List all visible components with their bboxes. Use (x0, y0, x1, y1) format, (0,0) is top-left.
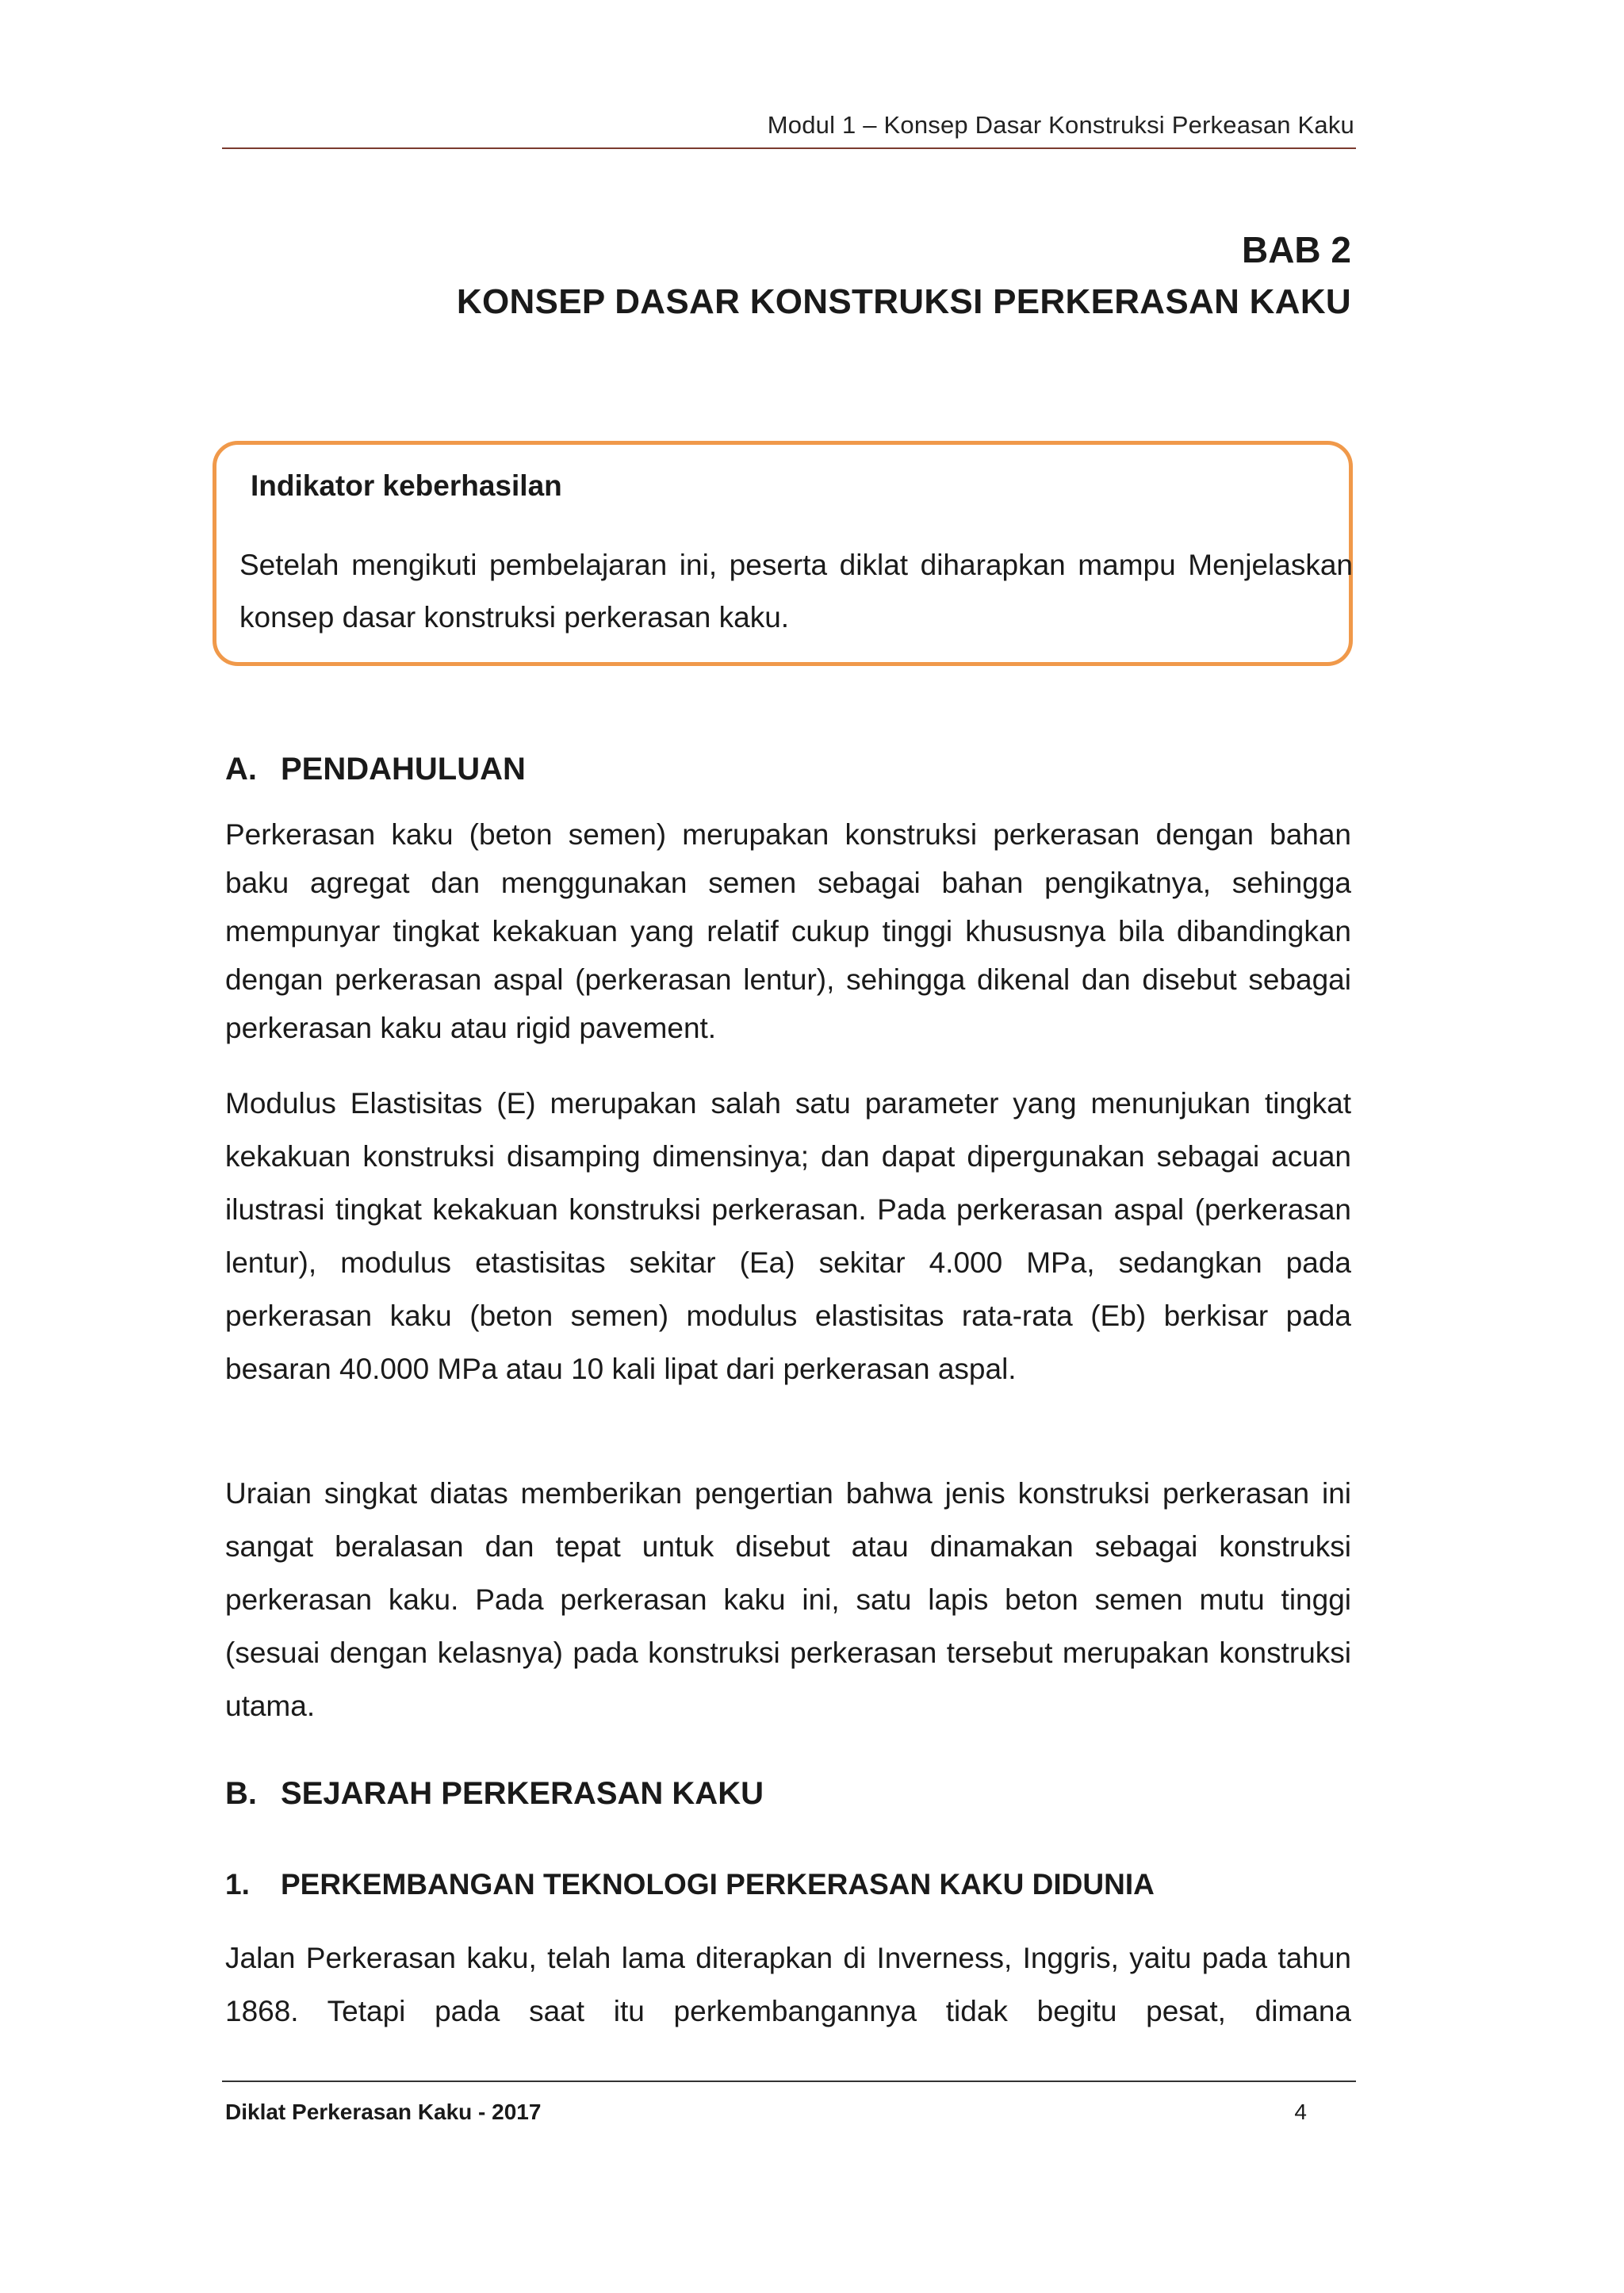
page-number: 4 (1294, 2100, 1307, 2124)
footer-rule (222, 2081, 1356, 2082)
subsection-title: PERKEMBANGAN TEKNOLOGI PERKERASAN KAKU DIDUNIA (281, 1868, 1155, 1901)
chapter-title: KONSEP DASAR KONSTRUKSI PERKERASAN KAKU (456, 282, 1351, 321)
paragraph: Perkerasan kaku (beton semen) merupakan konstruksi perkerasan dengan bahan baku agregat dan menggunakan semen sebagai bahan pengikatnya, sehingga mempunyar tingkat kekakuan yang relatif cukup tinggi khususnya bila dibandingkan dengan perkerasan aspal (perkerasan lentur), sehingga dikenal dan disebut sebagai perkerasan kaku atau rigid pavement. (225, 818, 1351, 1044)
running-header: Modul 1 – Konsep Dasar Konstruksi Perkeasan Kaku (767, 111, 1354, 139)
paragraph: Jalan Perkerasan kaku, telah lama diterapkan di Inverness, Inggris, yaitu pada tahun 1868. Tetapi pada saat itu perkembangannya tidak begitu pesat, dimana (225, 1942, 1351, 2027)
subsection-heading (225, 1868, 1155, 1901)
section-heading-a (225, 752, 526, 787)
header-rule (222, 147, 1356, 149)
section-title: PENDAHULUAN (281, 752, 526, 787)
section-number: B. (225, 1776, 257, 1811)
section-heading-b (225, 1776, 764, 1812)
section-number: A. (225, 752, 257, 787)
footer-title: Diklat Perkerasan Kaku - 2017 (225, 2100, 542, 2124)
indicator-title: Indikator keberhasilan (251, 469, 562, 502)
paragraph: Uraian singkat diatas memberikan pengertian bahwa jenis konstruksi perkerasan ini sangat beralasan dan tepat untuk disebut atau dinamakan sebagai konstruksi perkerasan kaku. Pada perkerasan kaku ini, satu lapis beton semen mutu tinggi (sesuai dengan kelasnya) pada konstruksi perkerasan tersebut merupakan konstruksi utama. (225, 1477, 1351, 1722)
indicator-text: Setelah mengikuti pembelajaran ini, peserta diklat diharapkan mampu Menjelaskan konsep dasar konstruksi perkerasan kaku. (239, 549, 1353, 634)
section-title: SEJARAH PERKERASAN KAKU (281, 1776, 764, 1811)
paragraph: Modulus Elastisitas (E) merupakan salah satu parameter yang menunjukan tingkat kekakuan konstruksi disamping dimensinya; dan dapat dipergunakan sebagai acuan ilustrasi tingkat kekakuan konstruksi perkerasan. Pada perkerasan aspal (perkerasan lentur), modulus etastisitas sekitar (Ea) sekitar 4.000 MPa, sedangkan pada perkerasan kaku (beton semen) modulus elastisitas rata-rata (Eb) berkisar pada besaran 40.000 MPa atau 10 kali lipat dari perkerasan aspal. (225, 1087, 1351, 1385)
chapter-number: BAB 2 (1241, 229, 1351, 270)
subsection-number: 1. (225, 1868, 250, 1901)
